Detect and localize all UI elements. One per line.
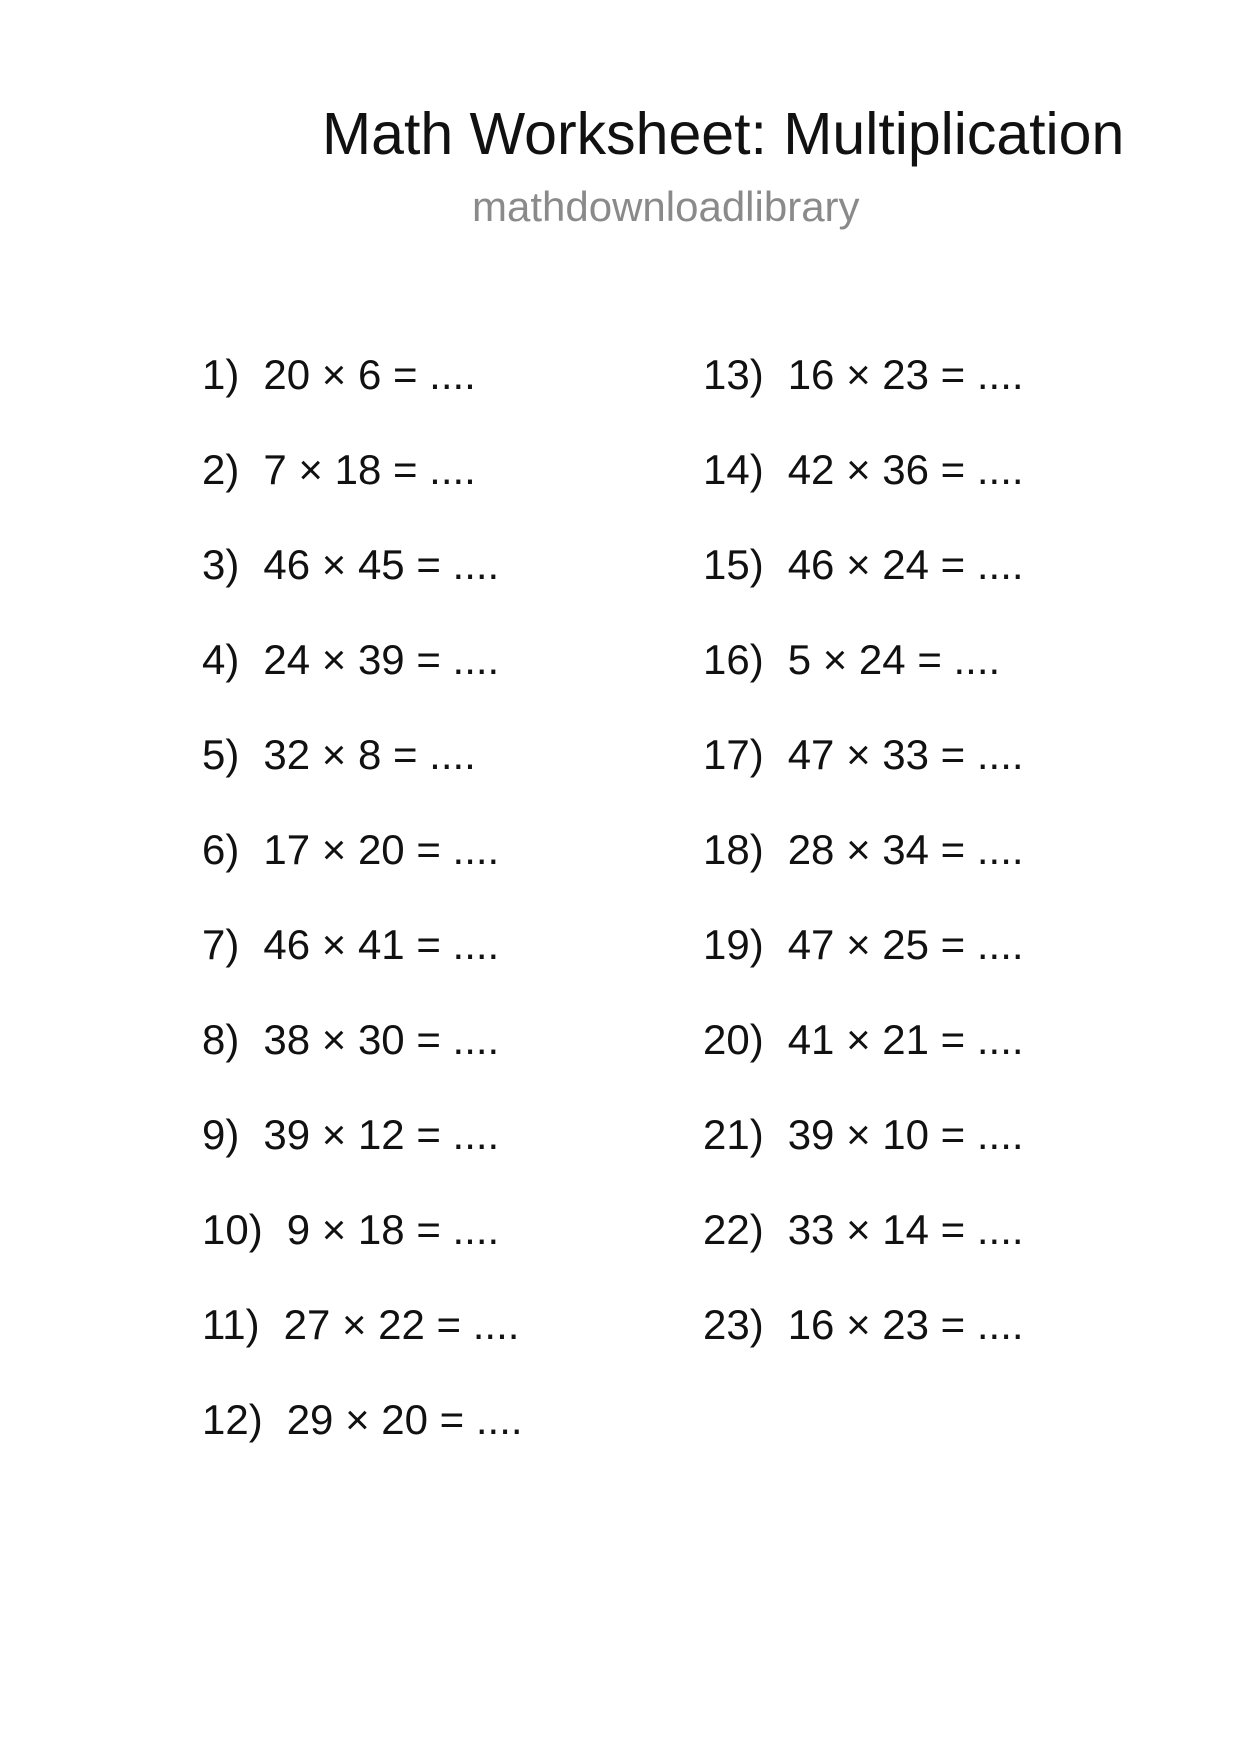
problem-item [703,1205,1163,1300]
problem-expression: 27 × 22 = .... [283,1301,520,1348]
problem-number: 19) [703,921,764,968]
problem-item [202,825,662,920]
problem-number: 23) [703,1301,764,1348]
problem-item [703,635,1163,730]
problem-item [703,1300,1163,1395]
problem-expression: 20 × 6 = .... [263,351,476,398]
problem-item [202,1395,662,1490]
problem-number: 7) [202,921,240,968]
problem-number: 14) [703,446,764,493]
problem-expression: 32 × 8 = .... [263,731,476,778]
problem-item [202,730,662,825]
problem-number: 11) [202,1301,260,1348]
problem-item [703,825,1163,920]
problem-number: 8) [202,1016,240,1063]
problem-expression: 28 × 34 = .... [787,826,1024,873]
problem-item [703,920,1163,1015]
problem-number: 1) [202,351,240,398]
problem-number: 2) [202,446,240,493]
problem-item [703,1015,1163,1110]
problem-number: 3) [202,541,240,588]
problem-expression: 42 × 36 = .... [787,446,1024,493]
problem-expression: 17 × 20 = .... [263,826,500,873]
problem-number: 22) [703,1206,764,1253]
problem-number: 16) [703,636,764,683]
problem-number: 17) [703,731,764,778]
problem-number: 15) [703,541,764,588]
problem-number: 12) [202,1396,263,1443]
problem-expression: 46 × 24 = .... [787,541,1024,588]
problem-item [202,920,662,1015]
problem-number: 5) [202,731,240,778]
problems-left-column [202,350,662,1490]
problem-number: 21) [703,1111,764,1158]
problem-expression: 47 × 33 = .... [787,731,1024,778]
problem-expression: 46 × 41 = .... [263,921,500,968]
problem-expression: 29 × 20 = .... [286,1396,523,1443]
problem-item [703,445,1163,540]
problem-number: 20) [703,1016,764,1063]
problem-item [703,730,1163,825]
problem-number: 13) [703,351,764,398]
problem-expression: 38 × 30 = .... [263,1016,500,1063]
problem-expression: 41 × 21 = .... [787,1016,1024,1063]
problem-item [202,445,662,540]
problem-expression: 46 × 45 = .... [263,541,500,588]
problem-expression: 33 × 14 = .... [787,1206,1024,1253]
problem-number: 6) [202,826,240,873]
problem-number: 18) [703,826,764,873]
problem-item [202,1015,662,1110]
problem-item [202,1110,662,1205]
problem-item [703,350,1163,445]
problem-expression: 16 × 23 = .... [787,1301,1024,1348]
problem-expression: 5 × 24 = .... [787,636,1001,683]
problem-expression: 39 × 12 = .... [263,1111,500,1158]
problem-item [202,350,662,445]
problem-number: 9) [202,1111,240,1158]
problem-expression: 7 × 18 = .... [263,446,476,493]
problem-expression: 9 × 18 = .... [286,1206,500,1253]
problem-number: 4) [202,636,240,683]
problem-expression: 24 × 39 = .... [263,636,500,683]
problem-expression: 16 × 23 = .... [787,351,1024,398]
problem-item [202,635,662,730]
problems-right-column [703,350,1163,1395]
page-title: Math Worksheet: Multiplication [322,101,1125,167]
problem-expression: 39 × 10 = .... [787,1111,1024,1158]
problem-item [703,540,1163,635]
problem-number: 10) [202,1206,263,1253]
problem-item [202,1300,662,1395]
problem-item [202,1205,662,1300]
problem-expression: 47 × 25 = .... [787,921,1024,968]
page-subtitle: mathdownloadlibrary [472,183,860,230]
problem-item [202,540,662,635]
problem-item [703,1110,1163,1205]
